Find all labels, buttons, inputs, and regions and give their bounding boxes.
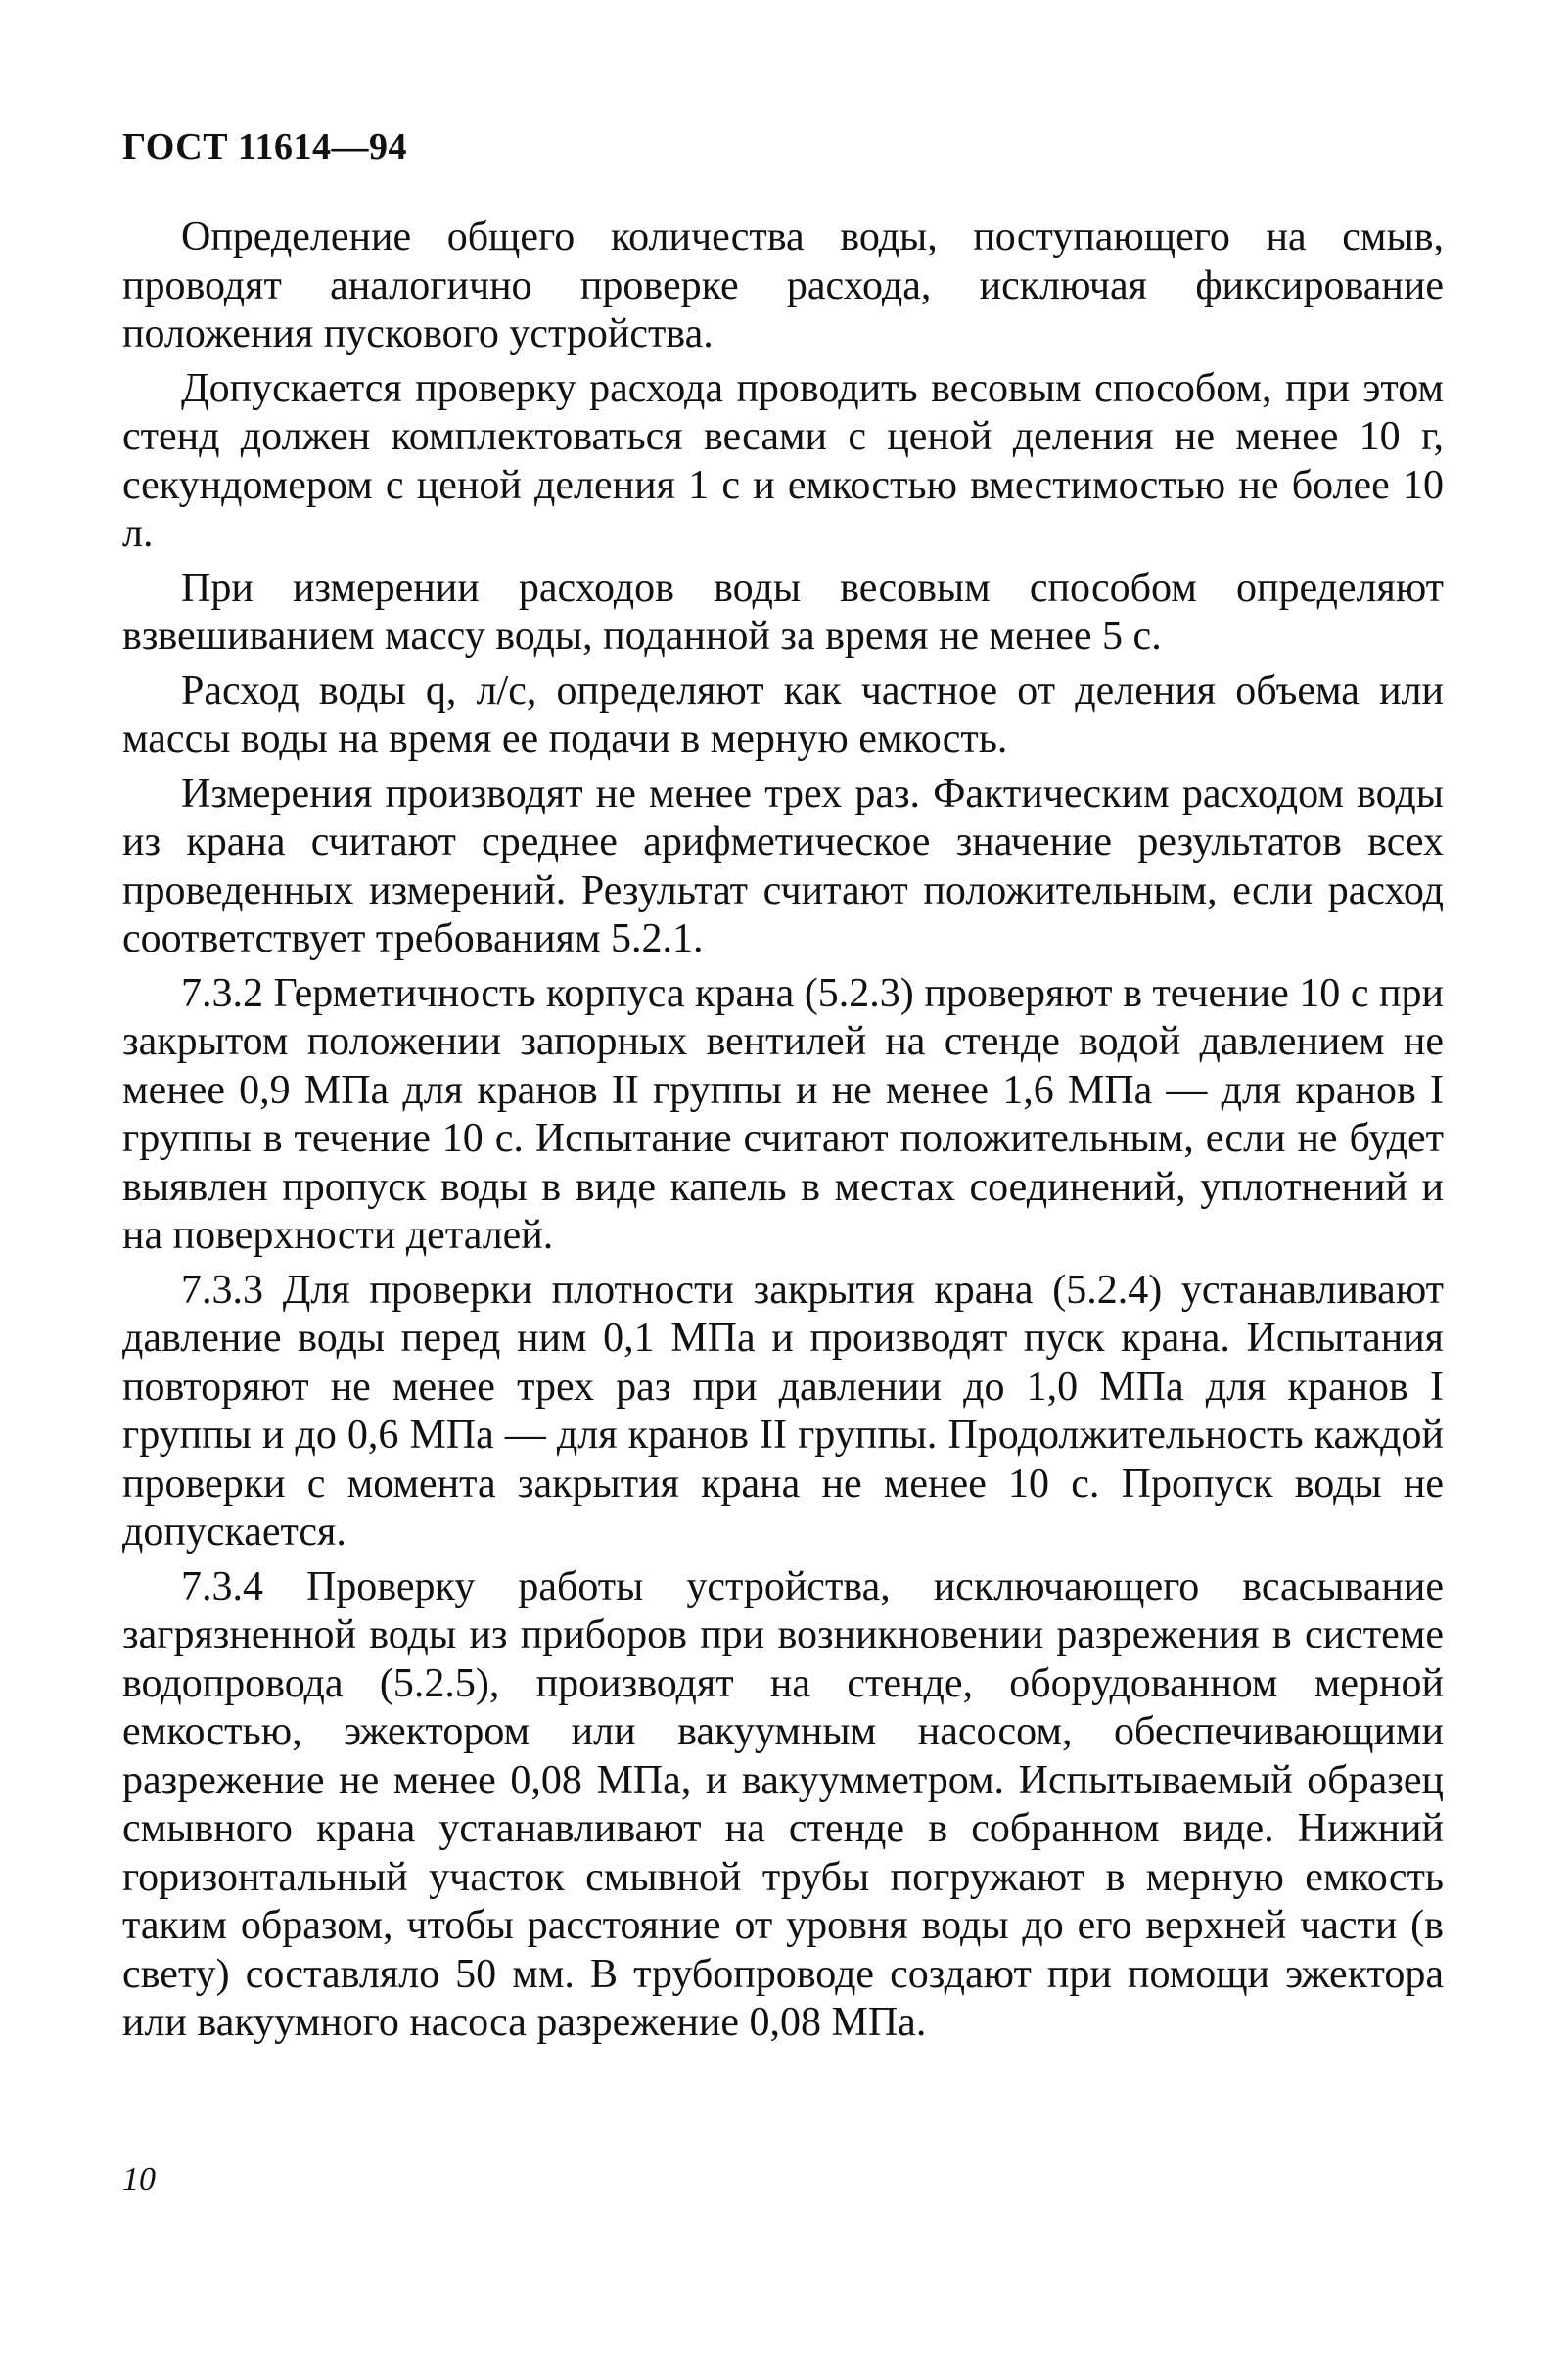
paragraph-7-3-3: 7.3.3 Для проверки плотности закрытия крана (5.2.4) устанавливают давление воды перед ним 0,1 МПа и производят пуск крана. Испытания повторяют не менее трех раз при давлении до 1,0 МПа для кранов I группы и до 0,6 МПа — для кранов II группы. Продолжительность каждой проверки с момента закрытия крана не менее 10 с. Пропуск воды не допускается. — [122, 1267, 1444, 1555]
document-body — [122, 213, 1444, 2054]
paragraph-weighing: При измерении расходов воды весовым способом определяют взвешиванием массу воды, поданной за время не менее 5 с. — [122, 565, 1444, 659]
paragraph-7-3-2: 7.3.2 Герметичность корпуса крана (5.2.3) проверяют в течение 10 с при закрытом положении запорных вентилей на стенде водой давлением не менее 0,9 МПа для кранов II группы и не менее 1,6 МПа — для кранов I группы в течение 10 с. Испытание считают положительным, если не будет выявлен пропуск воды в виде капель в местах соединений, уплотнений и на поверхности деталей. — [122, 970, 1444, 1258]
paragraph-total-water: Определение общего количества воды, поступающего на смыв, проводят аналогично проверке расхода, исключая фиксирование положения пускового устройства. — [122, 214, 1444, 356]
paragraph-measurements: Измерения производят не менее трех раз. Фактическим расходом воды из крана считают среднее арифметическое значение результатов всех проведенных измерений. Результат считают положительным, если расход соответствует требованиям 5.2.1. — [122, 770, 1444, 961]
paragraph-flow-rate: Расход воды q, л/с, определяют как частное от деления объема или массы воды на время ее подачи в мерную емкость. — [122, 668, 1444, 762]
document-header: ГОСТ 11614—94 — [122, 126, 407, 167]
page-number: 10 — [122, 2161, 156, 2198]
paragraph-weight-method: Допускается проверку расхода проводить весовым способом, при этом стенд должен комплектоваться весами с ценой деления не менее 10 г, секундомером с ценой деления 1 с и емкостью вместимостью не более 10 л. — [122, 365, 1444, 556]
paragraph-7-3-4: 7.3.4 Проверку работы устройства, исключающего всасывание загрязненной воды из приборов при возникновении разрежения в системе водопровода (5.2.5), производят на стенде, оборудованном мерной емкостью, эжектором или вакуумным насосом, обеспечивающими разрежение не менее 0,08 МПа, и вакуумметром. Испытываемый образец смывного крана устанавливают на стенде в собранном виде. Нижний горизонтальный участок смывной трубы погружают в мерную емкость таким образом, чтобы расстояние от уровня воды до его верхней части (в свету) составляло 50 мм. В трубопроводе создают при помощи эжектора или вакуумного насоса разрежение 0,08 МПа. — [122, 1563, 1444, 2045]
